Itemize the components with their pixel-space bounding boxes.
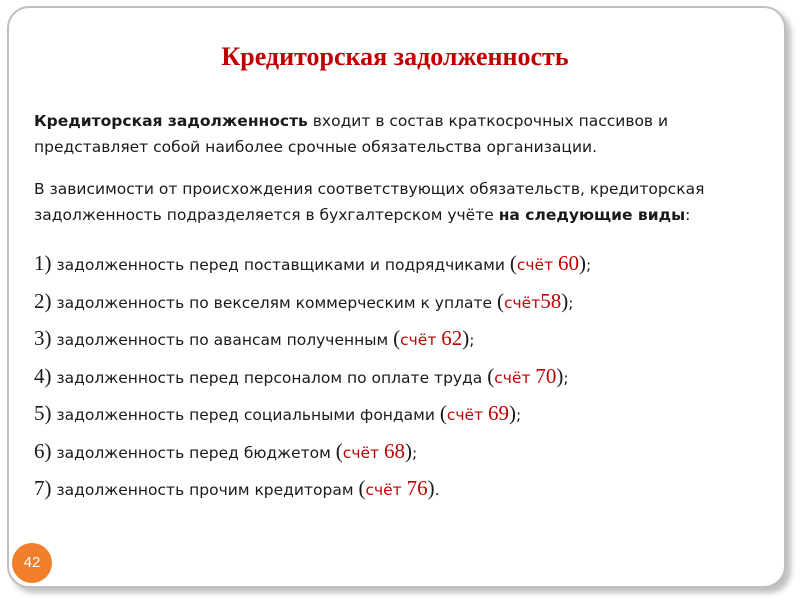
list-item-number: 4): [34, 363, 52, 388]
account-number: 60: [558, 251, 580, 275]
list-item: 3) задолженность по авансам полученным (счёт 62);: [34, 326, 475, 350]
account-label: счёт: [342, 443, 384, 462]
debt-types-list: [34, 246, 759, 509]
slide-body: [34, 108, 759, 509]
list-item-end: .: [434, 481, 440, 499]
list-item-number: 1): [34, 251, 52, 275]
list-item-text: задолженность перед бюджетом: [51, 443, 336, 462]
list-item-end: ;: [586, 256, 592, 274]
list-item-text: задолженность прочим кредиторам: [51, 481, 359, 499]
paragraph-types-text: В зависимости от происхождения соответствующих обязательств, кредиторская задолженность подразделяется в бухгалтерском учёте: [34, 180, 705, 224]
list-item: 7) задолженность прочим кредиторам (счёт 76).: [34, 476, 440, 500]
list-item-number: 5): [34, 401, 52, 425]
paragraph-intro: [34, 108, 759, 160]
account-label: счёт: [446, 406, 489, 424]
account-label: счёт: [494, 368, 536, 387]
list-item: 1) задолженность перед поставщиками и подрядчиками (счёт 60);: [34, 251, 592, 275]
paragraph-types: [34, 176, 759, 228]
list-item-end: ;: [469, 331, 475, 349]
list-item-text: задолженность по векселям коммерческим к уплате: [51, 293, 497, 312]
account-label: счёт: [365, 481, 407, 499]
list-item-end: ;: [568, 293, 574, 312]
account-label: счёт: [516, 256, 559, 274]
account-number: 58: [540, 288, 562, 313]
paragraph-types-end: :: [685, 206, 691, 224]
list-item-text: задолженность перед поставщиками и подрядчиками: [51, 256, 510, 274]
list-item-number: 6): [34, 438, 52, 463]
list-item-number: 2): [34, 288, 52, 313]
account-number: 69: [488, 401, 510, 425]
list-item-end: ;: [516, 406, 522, 424]
list-item: 6) задолженность перед бюджетом (счёт 68);: [34, 438, 418, 463]
paragraph-intro-text: входит в состав краткосрочных пассивов и представляет собой наиболее срочные обязательства организации.: [34, 112, 669, 156]
account-number: 76: [406, 476, 428, 500]
list-item-text: задолженность по авансам полученным: [51, 331, 394, 349]
paragraph-types-bold: на следующие виды: [498, 206, 686, 224]
list-item-end: ;: [563, 368, 569, 387]
slide-title: Кредиторская задолженность: [221, 42, 569, 71]
account-number: 62: [441, 326, 463, 350]
list-item-text: задолженность перед социальными фондами: [51, 406, 440, 424]
account-label: счёт: [400, 331, 442, 349]
paragraph-intro-bold: Кредиторская задолженность: [34, 112, 308, 130]
account-number: 70: [535, 363, 557, 388]
account-label: счёт: [504, 293, 541, 312]
list-item-number: 7): [34, 476, 52, 500]
list-item: 5) задолженность перед социальными фондами (счёт 69);: [34, 401, 522, 425]
account-number: 68: [383, 438, 405, 463]
list-item-number: 3): [34, 326, 52, 350]
list-item-end: ;: [411, 443, 418, 462]
list-item: 2) задолженность по векселям коммерческим к уплате (счёт58);: [34, 288, 574, 313]
page-number-badge: 42: [12, 543, 52, 583]
list-item: 4) задолженность перед персоналом по оплате труда (счёт 70);: [34, 363, 569, 388]
list-item-text: задолженность перед персоналом по оплате труда: [51, 368, 488, 387]
